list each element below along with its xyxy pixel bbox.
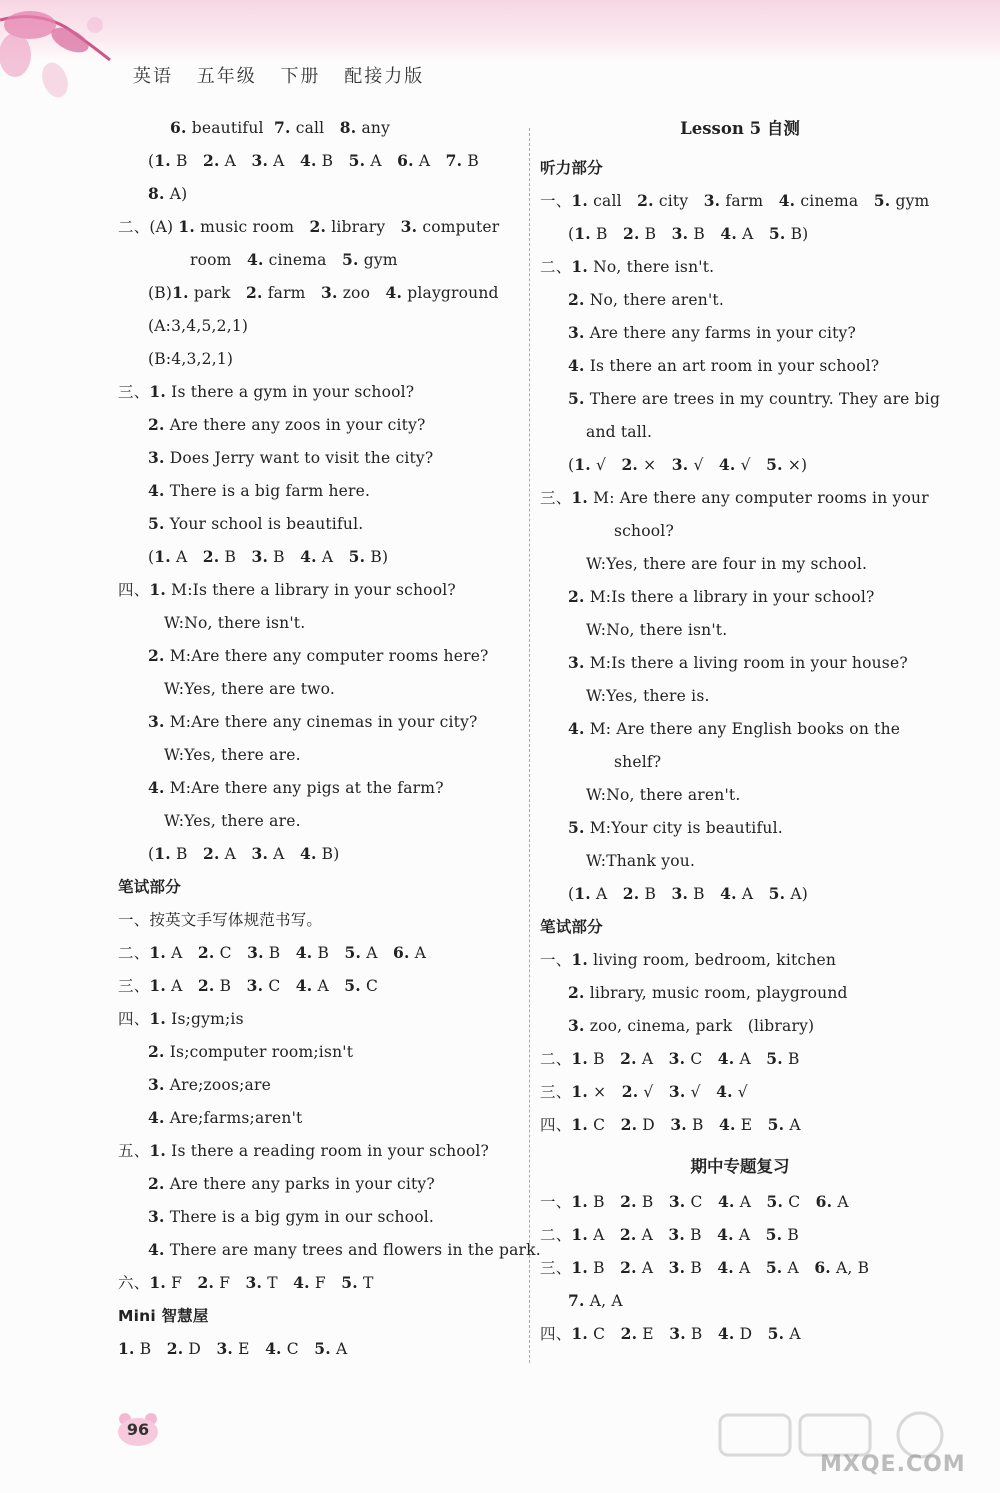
right-line-20: W:No, there aren't. <box>586 786 741 804</box>
right-line-8: 5. There are trees in my country. They are big <box>568 389 941 408</box>
left-line-36: Mini 智慧屋 <box>118 1307 209 1325</box>
right-line-25: 一、1. living room, bedroom, kitchen <box>540 950 837 969</box>
left-line-22: (1. B 2. A 3. A 4. B) <box>148 844 340 863</box>
right-line-34: 三、1. B 2. A 3. B 4. A 5. A 6. A, B <box>540 1258 870 1277</box>
left-line-21: W:Yes, there are. <box>164 812 301 830</box>
left-line-23: 笔试部分 <box>118 878 181 896</box>
header-title <box>133 62 440 88</box>
flower-decoration-icon <box>0 0 160 110</box>
left-line-1: (1. B 2. A 3. A 4. B 5. A 6. A 7. B <box>148 151 479 170</box>
left-line-4: room 4. cinema 5. gym <box>190 250 398 269</box>
header-grade: 五年级 <box>196 66 257 87</box>
left-line-30: 4. Are;farms;aren't <box>148 1108 303 1127</box>
right-line-14: 2. M:Is there a library in your school? <box>568 587 875 606</box>
right-line-16: 3. M:Is there a living room in your house? <box>568 653 908 672</box>
right-line-27: 3. zoo, cinema, park (library) <box>568 1016 815 1035</box>
header-edition: 配接力版 <box>344 66 425 87</box>
right-line-12: school? <box>614 522 674 540</box>
left-line-3: 二、(A) 1. music room 2. library 3. computer <box>118 217 500 236</box>
left-line-7: (B:4,3,2,1) <box>148 350 234 368</box>
page-number-badge <box>117 1413 159 1447</box>
right-line-5: 2. No, there aren't. <box>568 290 724 309</box>
right-line-10: (1. √ 2. × 3. √ 4. √ 5. ×) <box>568 455 808 474</box>
right-line-22: W:Thank you. <box>586 852 696 870</box>
left-line-29: 3. Are;zoos;are <box>148 1075 271 1094</box>
right-line-29: 三、1. × 2. √ 3. √ 4. √ <box>540 1082 748 1101</box>
left-line-11: 4. There is a big farm here. <box>148 481 371 500</box>
left-line-20: 4. M:Are there any pigs at the farm? <box>148 778 444 797</box>
watermark-text: MXQE.COM <box>820 1452 966 1477</box>
header-subject: 英语 <box>133 66 173 87</box>
left-line-14: 四、1. M:Is there a library in your school? <box>118 580 456 599</box>
right-line-4: 二、1. No, there isn't. <box>540 257 715 276</box>
left-line-9: 2. Are there any zoos in your city? <box>148 415 426 434</box>
left-line-0: 6. beautiful 7. call 8. any <box>170 118 391 137</box>
left-line-33: 3. There is a big gym in our school. <box>148 1207 435 1226</box>
left-line-34: 4. There are many trees and flowers in the park. <box>148 1240 541 1259</box>
right-line-21: 5. M:Your city is beautiful. <box>568 818 783 837</box>
right-line-30: 四、1. C 2. D 3. B 4. E 5. A <box>540 1115 801 1134</box>
left-line-35: 六、1. F 2. F 3. T 4. F 5. T <box>118 1273 374 1292</box>
left-line-18: 3. M:Are there any cinemas in your city? <box>148 712 478 731</box>
page-number: 96 <box>126 1420 150 1439</box>
right-line-36: 四、1. C 2. E 3. B 4. D 5. A <box>540 1324 801 1343</box>
right-line-32: 一、1. B 2. B 3. C 4. A 5. C 6. A <box>540 1192 849 1211</box>
left-line-2: 8. A) <box>148 184 188 203</box>
left-line-19: W:Yes, there are. <box>164 746 301 764</box>
left-line-28: 2. Is;computer room;isn't <box>148 1042 354 1061</box>
right-line-23: (1. A 2. B 3. B 4. A 5. A) <box>568 884 809 903</box>
right-line-13: W:Yes, there are four in my school. <box>586 555 868 573</box>
left-line-27: 四、1. Is;gym;is <box>118 1009 244 1028</box>
right-line-6: 3. Are there any farms in your city? <box>568 323 856 342</box>
right-line-24: 笔试部分 <box>540 918 603 936</box>
left-line-32: 2. Are there any parks in your city? <box>148 1174 435 1193</box>
right-line-28: 二、1. B 2. A 3. C 4. A 5. B <box>540 1049 800 1068</box>
left-line-26: 三、1. A 2. B 3. C 4. A 5. C <box>118 976 379 995</box>
right-line-11: 三、1. M: Are there any computer rooms in your <box>540 488 929 507</box>
left-line-16: 2. M:Are there any computer rooms here? <box>148 646 489 665</box>
left-line-31: 五、1. Is there a reading room in your school? <box>118 1141 490 1160</box>
right-line-33: 二、1. A 2. A 3. B 4. A 5. B <box>540 1225 799 1244</box>
left-line-13: (1. A 2. B 3. B 4. A 5. B) <box>148 547 389 566</box>
right-line-7: 4. Is there an art room in your school? <box>568 356 880 375</box>
right-line-1: 听力部分 <box>540 159 603 177</box>
left-line-12: 5. Your school is beautiful. <box>148 514 364 533</box>
left-line-10: 3. Does Jerry want to visit the city? <box>148 448 434 467</box>
right-line-18: 4. M: Are there any English books on the <box>568 719 901 738</box>
left-line-25: 二、1. A 2. C 3. B 4. B 5. A 6. A <box>118 943 427 962</box>
column-divider <box>529 128 530 1363</box>
left-line-37: 1. B 2. D 3. E 4. C 5. A <box>118 1339 348 1358</box>
right-line-0: Lesson 5 自测 <box>680 119 800 138</box>
left-line-5: (B)1. park 2. farm 3. zoo 4. playground <box>148 283 499 302</box>
right-line-31: 期中专题复习 <box>690 1157 790 1176</box>
right-line-9: and tall. <box>586 423 653 441</box>
right-line-3: (1. B 2. B 3. B 4. A 5. B) <box>568 224 809 243</box>
right-line-15: W:No, there isn't. <box>586 621 728 639</box>
right-line-19: shelf? <box>614 753 662 771</box>
right-line-17: W:Yes, there is. <box>586 687 710 705</box>
left-line-15: W:No, there isn't. <box>164 614 306 632</box>
left-line-24: 一、按英文手写体规范书写。 <box>118 911 323 929</box>
left-line-6: (A:3,4,5,2,1) <box>148 317 249 335</box>
right-line-35: 7. A, A <box>568 1291 623 1310</box>
left-line-17: W:Yes, there are two. <box>164 680 335 698</box>
left-line-8: 三、1. Is there a gym in your school? <box>118 382 415 401</box>
right-line-26: 2. library, music room, playground <box>568 983 848 1002</box>
right-line-2: 一、1. call 2. city 3. farm 4. cinema 5. gym <box>540 191 930 210</box>
header-volume: 下册 <box>280 66 321 87</box>
